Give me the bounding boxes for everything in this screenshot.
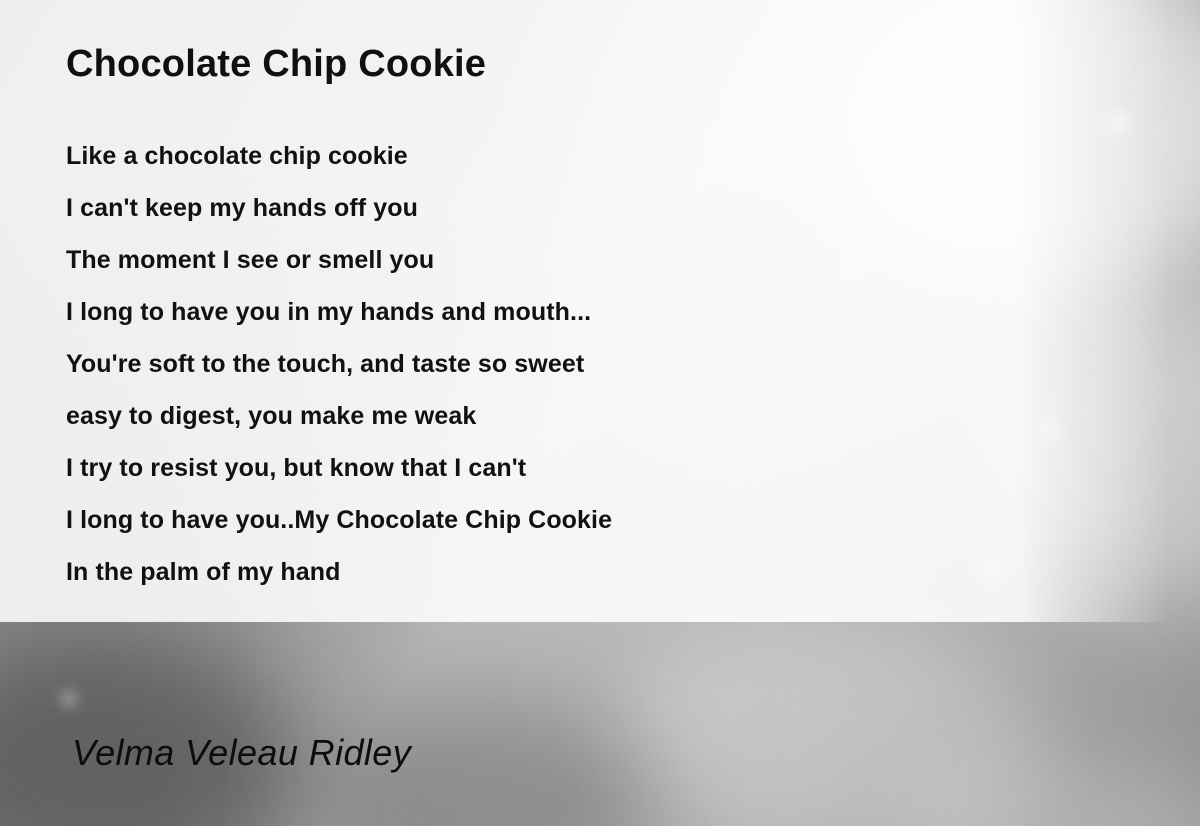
- bokeh-speck: [1105, 110, 1131, 136]
- poem-line: The moment I see or smell you: [66, 245, 435, 274]
- poem-body: [66, 130, 960, 598]
- poem-line: I long to have you..My Chocolate Chip Cookie: [66, 505, 613, 534]
- page-title: Chocolate Chip Cookie: [66, 43, 487, 85]
- poem-line: Like a chocolate chip cookie: [66, 141, 408, 170]
- poem-line: You're soft to the touch, and taste so sweet: [66, 349, 585, 378]
- poem-line: easy to digest, you make me weak: [66, 401, 477, 430]
- poem-line: I can't keep my hands off you: [66, 193, 418, 222]
- author-bar: [0, 622, 1200, 826]
- poem-line: I long to have you in my hands and mouth...: [66, 297, 592, 326]
- author-name: Velma Veleau Ridley: [72, 732, 412, 773]
- panel-edge-fade: [1020, 0, 1170, 622]
- bokeh-speck: [1040, 420, 1060, 440]
- poem-line: I try to resist you, but know that I can't: [66, 453, 527, 482]
- background-blur-highlight: [1010, 300, 1200, 600]
- poem-line: In the palm of my hand: [66, 557, 341, 586]
